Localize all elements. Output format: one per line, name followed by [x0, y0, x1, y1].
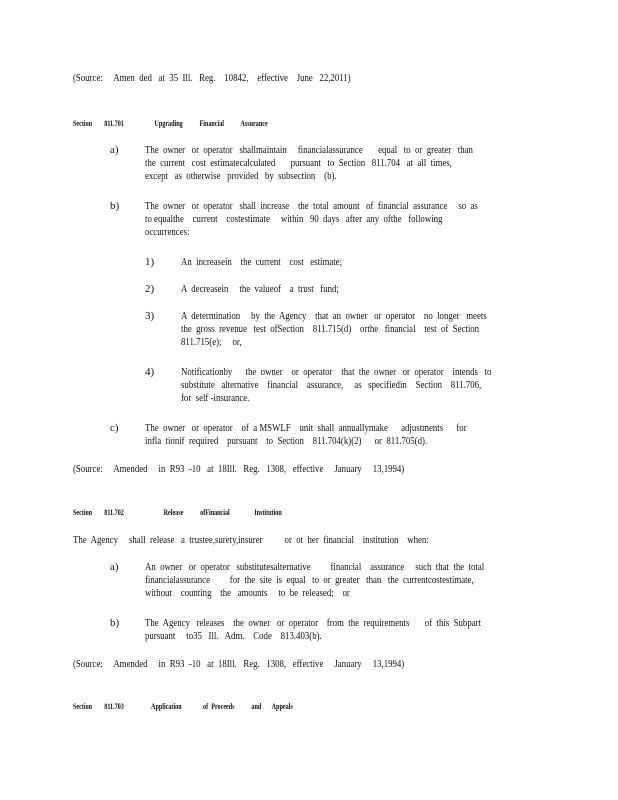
subsection-marker: a) [110, 144, 119, 156]
item-marker: 1) [145, 256, 155, 268]
source-note: (Source: Amended in R93 -10 at 18Ill. Reg. 1308, effective January 13,1994) [73, 463, 405, 475]
source-note: (Source: Amen ded at 35 Ill. Reg. 10842, effective June 22,2011) [73, 72, 351, 84]
text-line: occurrences: [145, 226, 190, 238]
section-heading: Section 811.701 Upgrading Financial Assurance [73, 118, 268, 128]
text-line: Notificationby the owner or operator that the owner or operator intends to [181, 366, 492, 378]
subsection-marker: a) [110, 561, 119, 573]
text-line: except as otherwise provided by subsection (b). [145, 170, 337, 182]
subsection-marker: b) [110, 617, 120, 629]
section-heading: Section 811.702 Release ofFinancial Institution [73, 507, 282, 517]
text-line: the current cost estimatecalculated pursuant to Section 811.704 at all times, [145, 157, 452, 169]
text-line: A determination by the Agency that an owner or operator no longer meets [181, 310, 487, 322]
subsection-marker: c) [110, 422, 119, 434]
item-marker: 4) [145, 366, 155, 378]
subsection-marker: b) [110, 200, 120, 212]
item-marker: 3) [145, 310, 155, 322]
text-line: to equalthe current costestimate within 90 days after any ofthe following [145, 213, 443, 225]
text-line: financialassurance for the site is equal to or greater than the currentcostestimate, [145, 574, 474, 586]
text-line: An increasein the current cost estimate; [181, 256, 343, 268]
text-line: An owner or operator substitutesalternative financial assurance such that the total [145, 561, 485, 573]
text-line: without counting the amounts to be released; or [145, 587, 350, 599]
text-line: substitute alternative financial assurance, as specifiedin Section 811.706, [181, 379, 482, 391]
text-line: The owner or operator shall increase the total amount of financial assurance so as [145, 200, 478, 212]
text-line: The Agency releases the owner or operator from the requirements of this Subpart [145, 617, 482, 629]
text-line: pursuant to35 Ill. Adm. Code 813.403(b). [145, 630, 322, 642]
text-line: The owner or operator shallmaintain financialassurance equal to or greater than [145, 144, 473, 156]
item-marker: 2) [145, 283, 155, 295]
text-line: the gross revenue test ofSection 811.715(d) orthe financial test of Section [181, 323, 480, 335]
text-line: for self -insurance. [181, 392, 250, 404]
text-line: A decreasein the valueof a trust fund; [181, 283, 339, 295]
intro-line: The Agency shall release a trustee,surety,insurer or ot her financial institution when: [73, 534, 429, 546]
text-line: infla tionif required pursuant to Section 811.704(k)(2) or 811.705(d). [145, 435, 428, 447]
text-line: The owner or operator of a MSWLF unit shall annuallymake adjustments for [145, 422, 467, 434]
section-heading: Section 811.703 Application of Proceeds and Appeals [73, 701, 293, 711]
source-note: (Source: Amended in R93 -10 at 18Ill. Reg. 1308, effective January 13,1994) [73, 658, 405, 670]
text-line: 811.715(e); or, [181, 336, 242, 348]
